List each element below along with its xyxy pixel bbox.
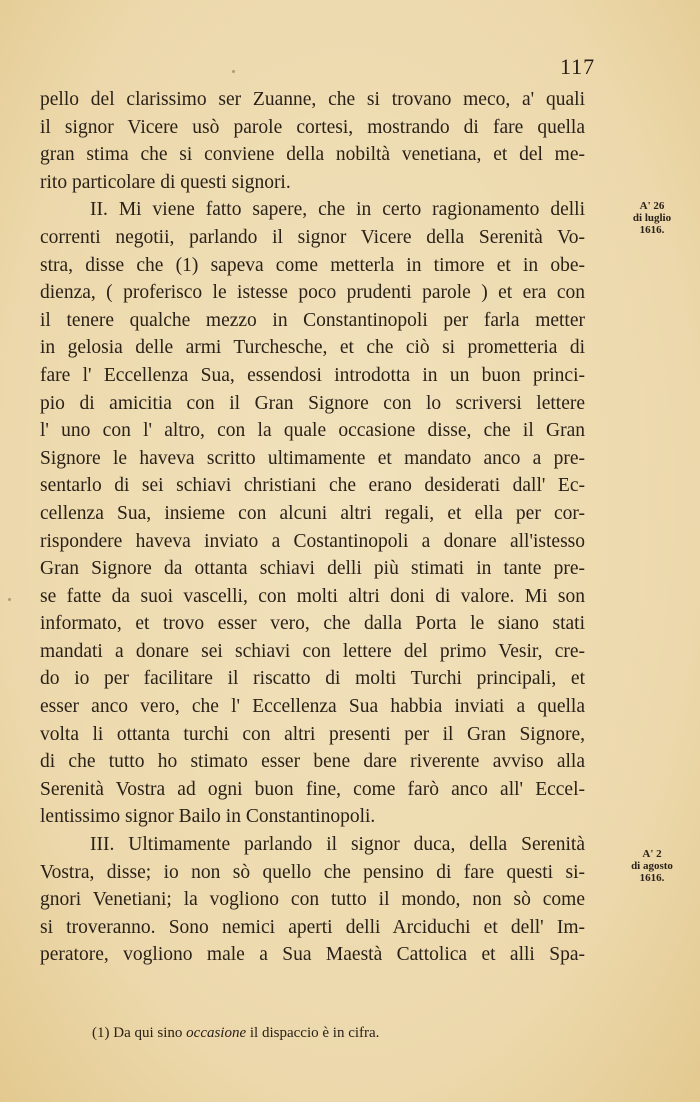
body-text [40, 86, 585, 969]
margin-date-note [612, 848, 692, 884]
paragraph-start-III: III. Ultimamente parlando il signor duca, della Serenità [90, 834, 585, 856]
text-line: mandati a donare sei schiavi con lettere del primo Vesir, cre- [40, 640, 585, 662]
margin-note-month: di luglio [632, 212, 672, 224]
text-line: il tenere qualche mezzo in Constantinopoli per farla metter [40, 309, 585, 331]
text-line: correnti negotii, parlando il signor Vicere della Serenità Vo- [40, 226, 585, 248]
paragraph-start-II: II. Mi viene fatto sapere, che in certo ragionamento delli [90, 199, 585, 221]
margin-date-note [612, 200, 692, 236]
page-number: 117 [560, 54, 596, 79]
margin-note-month: di agosto [631, 860, 673, 872]
text-line: gnori Venetiani; la vogliono con tutto il mondo, non sò come [40, 889, 585, 911]
footnote-text-end: il dispaccio è in cifra. [246, 1025, 380, 1041]
text-line: Signore le haveva scritto ultimamente et mandato anco a pre- [40, 447, 585, 469]
text-line: gran stima che si conviene della nobiltà venetiana, et del me- [40, 144, 585, 166]
footnote-emphasis: occasione [186, 1025, 247, 1041]
footnote-text: (1) Da qui sino [92, 1025, 187, 1041]
margin-note-year: 1616. [639, 224, 665, 236]
text-line: do io per facilitare il riscatto di molti Turchi principali, et [40, 668, 585, 690]
text-line: volta li ottanta turchi con altri presenti per il Gran Signore, [40, 723, 585, 745]
text-line: Vostra, disse; io non sò quello che pensino di fare questi si- [40, 861, 585, 883]
text-line: se fatte da suoi vascelli, con molti altri doni di valore. Mi son [40, 585, 585, 607]
footnote [92, 1024, 612, 1042]
text-line: in gelosia delle armi Turchesche, et che ciò si prometteria di [40, 337, 585, 359]
text-line: lentissimo signor Bailo in Constantinopoli. [40, 806, 376, 828]
text-line: pello del clarissimo ser Zuanne, che si trovano meco, a' quali [40, 89, 585, 110]
paper-speck [8, 598, 11, 601]
text-line: di che tutto ho stimato esser bene dare riverente avviso alla [40, 751, 585, 773]
text-line: Gran Signore da ottanta schiavi delli più stimati in tante pre- [40, 558, 585, 580]
margin-note-day: A' 2 [642, 848, 662, 860]
text-line: il signor Vicere usò parole cortesi, mostrando di fare quella [40, 116, 585, 138]
text-line: peratore, vogliono male a Sua Maestà Cattolica et alli Spa- [40, 944, 585, 966]
text-line: Serenità Vostra ad ogni buon fine, come farò anco all' Eccel- [40, 778, 585, 800]
text-line: cellenza Sua, insieme con alcuni altri regali, et ella per cor- [40, 502, 585, 524]
text-line: rito particolare di questi signori. [40, 171, 291, 193]
text-line: rispondere haveva inviato a Costantinopoli a donare all'istesso [40, 530, 585, 552]
text-line: fare l' Eccellenza Sua, essendosi introdotta in un buon princi- [40, 364, 585, 386]
paper-speck [232, 70, 235, 73]
text-line: pio di amicitia con il Gran Signore con lo scriversi lettere [40, 392, 585, 414]
text-line: informato, et trovo esser vero, che dalla Porta le siano stati [40, 613, 585, 635]
text-line: si troveranno. Sono nemici aperti delli Arciduchi et dell' Im- [40, 916, 585, 938]
margin-note-year: 1616. [639, 872, 665, 884]
text-line: sentarlo di sei schiavi christiani che erano desiderati dall' Ec- [40, 475, 585, 497]
margin-note-day: A' 26 [639, 200, 665, 212]
text-line: esser anco vero, che l' Eccellenza Sua habbia inviati a quella [40, 696, 585, 718]
text-line: dienza, ( proferisco le istesse poco prudenti parole ) et era con [40, 282, 585, 304]
text-line: stra, disse che (1) sapeva come metterla in timore et in obe- [40, 254, 585, 276]
text-line: l' uno con l' altro, con la quale occasione disse, che il Gran [40, 420, 585, 442]
